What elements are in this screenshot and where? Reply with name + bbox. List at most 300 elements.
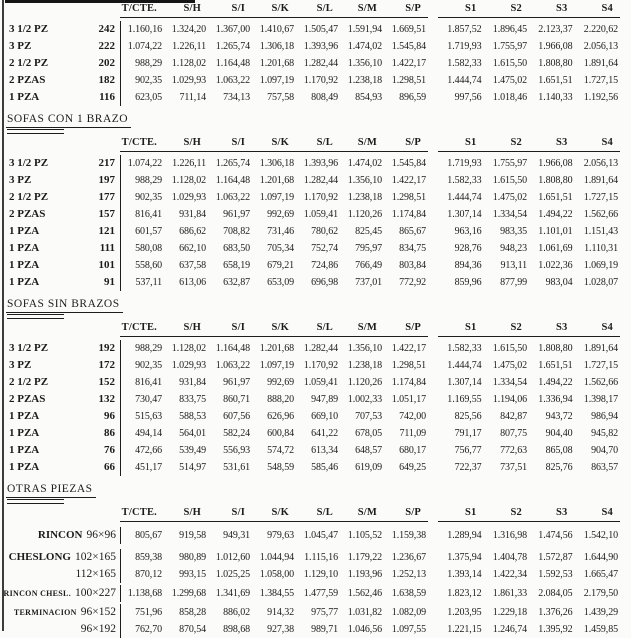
- price-cell: 1.562,66: [583, 209, 618, 220]
- price-cell: 649,25: [399, 462, 426, 473]
- price-cell: 1.298,51: [391, 192, 426, 203]
- price-cell: 1.105,52: [347, 530, 382, 541]
- price-cell: 859,38: [135, 552, 162, 563]
- price-cell: 1.422,17: [391, 343, 426, 354]
- row-values: [120, 604, 626, 621]
- row-label-area: [6, 425, 120, 442]
- price-cell: 1.823,12: [447, 588, 482, 599]
- row-label-area: [6, 38, 120, 55]
- row-label-area: [3, 585, 120, 602]
- row-code: 111: [99, 242, 115, 254]
- price-cell: 1.896,45: [492, 24, 527, 35]
- row-label: 3 1/2 PZ: [9, 23, 49, 35]
- table-row: [6, 155, 628, 172]
- price-cell: 1.755,97: [492, 158, 527, 169]
- row-label-area: [6, 459, 120, 476]
- price-cell: 931,84: [179, 209, 206, 220]
- price-cell: 928,76: [454, 243, 482, 254]
- column-header-s-h: S/H: [183, 137, 201, 148]
- price-cell: 1.028,07: [583, 277, 618, 288]
- table-row: [6, 206, 628, 223]
- values-group-gap: [429, 240, 439, 257]
- row-code: 222: [98, 40, 115, 52]
- price-cell: 1.475,02: [492, 192, 527, 203]
- column-header-s4: S4: [601, 3, 613, 14]
- price-cell: 680,17: [399, 445, 426, 456]
- page-left-border: [2, 0, 4, 631]
- price-cell: 1.031,82: [347, 607, 382, 618]
- price-cell: 1.638,59: [391, 588, 426, 599]
- price-cell: 1.298,51: [391, 360, 426, 371]
- section-double-rule: [7, 314, 64, 319]
- table-row: [6, 340, 628, 357]
- price-cell: 1.002,33: [347, 394, 382, 405]
- column-header-s-k: S/K: [271, 3, 289, 14]
- row-code: 217: [98, 157, 115, 169]
- row-code: 66: [104, 461, 115, 473]
- price-cell: 859,96: [454, 277, 482, 288]
- row-code: 177: [98, 191, 115, 203]
- price-cell: 2.179,50: [583, 588, 618, 599]
- table-row: [6, 223, 628, 240]
- price-cell: 531,61: [223, 462, 250, 473]
- price-cell: 1.265,74: [215, 41, 250, 52]
- values-group-gap: [429, 38, 439, 55]
- price-cell: 1.298,51: [391, 75, 426, 86]
- column-header-s4: S4: [601, 322, 613, 333]
- price-cell: 637,58: [179, 260, 206, 271]
- price-cell: 1.395,92: [538, 624, 573, 635]
- price-cell: 1.194,06: [492, 394, 527, 405]
- price-cell: 1.376,26: [538, 607, 573, 618]
- price-cell: 1.669,51: [391, 24, 426, 35]
- price-cell: 1.140,33: [538, 92, 573, 103]
- price-cell: 1.128,02: [171, 58, 206, 69]
- price-cell: 1.097,19: [259, 192, 294, 203]
- values-group-gap: [429, 408, 439, 425]
- row-code: 157: [98, 208, 115, 220]
- price-cell: 1.755,97: [492, 41, 527, 52]
- row-size: 96×96: [86, 529, 116, 541]
- column-header-s-m: S/M: [357, 3, 377, 14]
- price-cell: 1.045,47: [303, 530, 338, 541]
- column-header-s-k: S/K: [271, 137, 289, 148]
- row-code: 121: [98, 225, 115, 237]
- column-header-s-l: S/L: [316, 137, 333, 148]
- price-cell: 1.164,48: [215, 343, 250, 354]
- price-cell: 834,75: [399, 243, 426, 254]
- price-cell: 1.238,18: [347, 75, 382, 86]
- row-label: 1 PZA: [9, 276, 40, 288]
- price-cell: 1.375,94: [447, 552, 482, 563]
- price-cell: 860,71: [223, 394, 250, 405]
- price-cell: 904,70: [591, 445, 618, 456]
- price-cell: 1.494,22: [538, 209, 573, 220]
- row-code: 132: [98, 393, 115, 405]
- row-values: [120, 549, 626, 566]
- price-cell: 1.966,08: [538, 158, 573, 169]
- price-cell: 1.307,14: [447, 377, 482, 388]
- price-cell: 1.082,09: [391, 607, 426, 618]
- price-cell: 1.572,87: [538, 552, 573, 563]
- row-size: 102×165: [75, 551, 116, 563]
- section-title-wrap: [6, 109, 628, 134]
- row-code: 101: [98, 259, 115, 271]
- price-cell: 913,11: [500, 260, 527, 271]
- price-cell: 1.808,80: [538, 343, 573, 354]
- price-cell: 662,10: [179, 243, 206, 254]
- price-cell: 1.029,93: [171, 360, 206, 371]
- price-cell: 888,20: [267, 394, 294, 405]
- header-group-sizes: [120, 2, 428, 18]
- price-cell: 1.891,64: [583, 175, 618, 186]
- price-cell: 833,75: [179, 394, 206, 405]
- row-label: TERMINACION: [13, 608, 77, 617]
- header-group-s: [438, 321, 620, 337]
- values-group-gap: [429, 274, 439, 291]
- row-size: 96×192: [80, 623, 116, 635]
- price-cell: 961,97: [223, 377, 250, 388]
- section-top: [6, 2, 628, 106]
- price-cell: 1.422,17: [391, 175, 426, 186]
- row-label-area: [6, 566, 120, 583]
- table-row: [6, 408, 628, 425]
- price-cell: 795,97: [355, 243, 382, 254]
- price-cell: 1.193,96: [347, 569, 382, 580]
- price-cell: 737,01: [355, 277, 382, 288]
- row-label: 2 PZAS: [9, 208, 46, 220]
- row-label: 2 PZAS: [9, 393, 46, 405]
- price-cell: 902,35: [135, 75, 162, 86]
- row-code: 86: [104, 427, 115, 439]
- price-cell: 731,46: [267, 226, 294, 237]
- column-header-t-cte: T/CTE.: [121, 507, 157, 518]
- price-cell: 902,35: [135, 192, 162, 203]
- column-header-t-cte: T/CTE.: [121, 137, 157, 148]
- values-group-gap: [429, 442, 439, 459]
- row-label: 1 PZA: [9, 461, 40, 473]
- table-row: [6, 274, 628, 291]
- price-cell: 791,17: [454, 428, 482, 439]
- price-cell: 1.236,67: [391, 552, 426, 563]
- row-code: 242: [98, 23, 115, 35]
- price-cell: 1.562,66: [583, 377, 618, 388]
- price-cell: 1.059,41: [303, 377, 338, 388]
- price-cell: 983,04: [545, 277, 573, 288]
- price-cell: 734,13: [223, 92, 250, 103]
- price-cell: 607,56: [223, 411, 250, 422]
- column-header-t-cte: T/CTE.: [121, 322, 157, 333]
- price-cell: 863,57: [591, 462, 618, 473]
- row-values: [120, 274, 626, 291]
- row-label: 3 PZ: [9, 359, 32, 371]
- price-cell: 1.857,52: [447, 24, 482, 35]
- price-cell: 803,84: [399, 260, 426, 271]
- price-cell: 1.475,02: [492, 75, 527, 86]
- price-cell: 1.059,41: [303, 209, 338, 220]
- price-cell: 1.356,10: [347, 343, 382, 354]
- row-values: [120, 206, 626, 223]
- values-group-gap: [429, 621, 439, 638]
- price-cell: 1.074,22: [127, 41, 162, 52]
- price-cell: 983,35: [500, 226, 527, 237]
- price-cell: 1.201,68: [259, 175, 294, 186]
- price-cell: 1.306,18: [259, 41, 294, 52]
- price-cell: 1.336,94: [538, 394, 573, 405]
- price-cell: 756,77: [454, 445, 482, 456]
- section-title: SOFAS CON 1 BRAZO: [6, 112, 131, 128]
- table-row: [6, 21, 628, 38]
- values-group-gap: [429, 374, 439, 391]
- price-cell: 979,63: [267, 530, 294, 541]
- price-cell: 1.477,59: [303, 588, 338, 599]
- price-cell: 574,72: [267, 445, 294, 456]
- price-cell: 1.474,02: [347, 158, 382, 169]
- price-cell: 724,86: [311, 260, 338, 271]
- column-header-s2: S2: [510, 137, 522, 148]
- column-header-s3: S3: [556, 137, 568, 148]
- price-cell: 2.123,37: [538, 24, 573, 35]
- values-group-gap: [429, 566, 439, 583]
- price-cell: 1.160,16: [127, 24, 162, 35]
- row-values: [120, 527, 626, 544]
- price-cell: 1.384,55: [259, 588, 294, 599]
- column-header-s-l: S/L: [316, 507, 333, 518]
- price-cell: 653,09: [267, 277, 294, 288]
- column-header-s-k: S/K: [271, 507, 289, 518]
- section-double-rule: [7, 129, 64, 134]
- price-cell: 1.289,94: [447, 530, 482, 541]
- section-title: SOFAS SIN BRAZOS: [6, 297, 123, 313]
- price-cell: 1.356,10: [347, 175, 382, 186]
- table-row: [6, 527, 628, 544]
- price-cell: 1.545,84: [391, 41, 426, 52]
- row-label: 3 PZ: [9, 174, 32, 186]
- values-group-gap: [429, 459, 439, 476]
- price-cell: 1.422,34: [492, 569, 527, 580]
- row-label-area: [6, 240, 120, 257]
- values-group-gap: [429, 340, 439, 357]
- price-cell: 992,69: [267, 209, 294, 220]
- values-group-gap: [429, 155, 439, 172]
- price-cell: 632,87: [223, 277, 250, 288]
- section-title: OTRAS PIEZAS: [6, 482, 96, 498]
- row-values: [120, 442, 626, 459]
- price-cell: 1.422,17: [391, 58, 426, 69]
- price-cell: 537,11: [135, 277, 162, 288]
- price-cell: 1.097,19: [259, 360, 294, 371]
- price-cell: 1.201,68: [259, 343, 294, 354]
- table-row: [6, 459, 628, 476]
- column-header-s-p: S/P: [405, 137, 421, 148]
- table-row: [6, 240, 628, 257]
- row-values: [120, 425, 626, 442]
- price-cell: 1.074,22: [127, 158, 162, 169]
- price-cell: 683,50: [223, 243, 250, 254]
- price-cell: 870,54: [179, 624, 206, 635]
- price-cell: 1.444,74: [447, 360, 482, 371]
- table-row: [3, 585, 628, 602]
- price-cell: 1.174,84: [391, 209, 426, 220]
- price-cell: 548,59: [267, 462, 294, 473]
- price-cell: 766,49: [355, 260, 382, 271]
- row-label: 3 1/2 PZ: [9, 342, 49, 354]
- price-cell: 992,69: [267, 377, 294, 388]
- row-label-area: [6, 549, 120, 566]
- row-label: 1 PZA: [9, 427, 40, 439]
- column-header-row: [6, 2, 628, 18]
- price-cell: 588,53: [179, 411, 206, 422]
- price-cell: 988,29: [135, 58, 162, 69]
- sofa-price-table: [3, 2, 628, 638]
- row-code: 197: [98, 174, 115, 186]
- price-cell: 896,59: [399, 92, 426, 103]
- column-header-s-h: S/H: [183, 322, 201, 333]
- price-cell: 751,96: [135, 607, 162, 618]
- price-cell: 1.226,11: [172, 158, 206, 169]
- column-header-s-l: S/L: [316, 3, 333, 14]
- column-header-s-m: S/M: [357, 507, 377, 518]
- price-cell: 772,92: [399, 277, 426, 288]
- price-cell: 1.891,64: [583, 58, 618, 69]
- price-cell: 1.459,85: [583, 624, 618, 635]
- price-cell: 556,93: [223, 445, 250, 456]
- price-cell: 1.562,46: [347, 588, 382, 599]
- price-cell: 722,37: [454, 462, 482, 473]
- price-cell: 708,82: [223, 226, 250, 237]
- price-cell: 1.282,44: [303, 175, 338, 186]
- price-cell: 1.727,15: [583, 360, 618, 371]
- row-label: 3 1/2 PZ: [9, 157, 49, 169]
- values-group-gap: [429, 206, 439, 223]
- table-row: [6, 89, 628, 106]
- price-cell: 679,21: [267, 260, 294, 271]
- row-values: [120, 459, 626, 476]
- price-cell: 1.046,56: [347, 624, 382, 635]
- price-cell: 1.061,69: [538, 243, 573, 254]
- price-cell: 825,76: [545, 462, 573, 473]
- price-cell: 1.316,98: [492, 530, 527, 541]
- row-label-area: [6, 223, 120, 240]
- price-cell: 1.169,55: [447, 394, 482, 405]
- price-cell: 1.334,54: [492, 377, 527, 388]
- price-cell: 1.808,80: [538, 175, 573, 186]
- price-cell: 1.229,18: [492, 607, 527, 618]
- column-header-s-i: S/I: [231, 3, 245, 14]
- row-label: 1 PZA: [9, 91, 40, 103]
- price-cell: 1.651,51: [538, 192, 573, 203]
- price-cell: 816,41: [135, 377, 162, 388]
- price-cell: 854,93: [355, 92, 382, 103]
- row-label: 2 1/2 PZ: [9, 191, 49, 203]
- price-cell: 1.174,84: [391, 377, 426, 388]
- price-cell: 582,24: [223, 428, 250, 439]
- price-cell: 1.727,15: [583, 192, 618, 203]
- price-cell: 993,15: [179, 569, 206, 580]
- price-cell: 1.022,36: [538, 260, 573, 271]
- price-cell: 1.018,46: [492, 92, 527, 103]
- price-cell: 1.115,16: [304, 552, 338, 563]
- price-cell: 1.651,51: [538, 75, 573, 86]
- price-cell: 1.393,96: [303, 41, 338, 52]
- row-code: 192: [98, 342, 115, 354]
- values-group-gap: [429, 55, 439, 72]
- price-cell: 1.582,33: [447, 58, 482, 69]
- price-cell: 1.221,15: [447, 624, 482, 635]
- column-header-s3: S3: [556, 3, 568, 14]
- row-label: RINCON: [37, 529, 83, 541]
- price-cell: 807,75: [500, 428, 527, 439]
- table-row: [6, 549, 628, 566]
- row-label: 3 PZ: [9, 40, 32, 52]
- price-cell: 539,49: [179, 445, 206, 456]
- row-label: 1 PZA: [9, 242, 40, 254]
- price-cell: 842,87: [500, 411, 527, 422]
- row-label: 1 PZA: [9, 410, 40, 422]
- price-cell: 1.410,67: [259, 24, 294, 35]
- table-row: [6, 604, 628, 621]
- row-values: [120, 374, 626, 391]
- price-cell: 816,41: [135, 209, 162, 220]
- column-header-s-m: S/M: [357, 322, 377, 333]
- price-cell: 711,14: [179, 92, 206, 103]
- section-double-rule: [7, 499, 64, 504]
- column-header-t-cte: T/CTE.: [121, 3, 157, 14]
- price-cell: 1.063,22: [215, 75, 250, 86]
- row-code: 182: [98, 74, 115, 86]
- row-label-area: [6, 206, 120, 223]
- table-row: [6, 621, 628, 638]
- price-cell: 1.226,11: [172, 41, 206, 52]
- section-sofas-con-1-brazo: [6, 109, 628, 291]
- price-cell: 949,31: [223, 530, 250, 541]
- price-cell: 980,89: [179, 552, 206, 563]
- price-cell: 585,46: [311, 462, 338, 473]
- section-title-wrap: [6, 479, 628, 504]
- values-group-gap: [429, 357, 439, 374]
- price-cell: 705,34: [267, 243, 294, 254]
- table-row: [6, 72, 628, 89]
- row-code: 76: [104, 444, 115, 456]
- table-row: [6, 391, 628, 408]
- header-group-s: [438, 136, 620, 152]
- values-group-gap: [429, 549, 439, 566]
- price-cell: 1.404,78: [492, 552, 527, 563]
- price-cell: 1.966,08: [538, 41, 573, 52]
- row-values: [120, 155, 626, 172]
- price-cell: 1.252,13: [391, 569, 426, 580]
- price-cell: 1.861,33: [492, 588, 527, 599]
- price-cell: 730,47: [135, 394, 162, 405]
- column-header-s1: S1: [465, 3, 477, 14]
- price-cell: 877,99: [500, 277, 527, 288]
- price-cell: 1.615,50: [492, 58, 527, 69]
- column-header-s-i: S/I: [231, 507, 245, 518]
- price-cell: 1.398,17: [583, 394, 618, 405]
- price-cell: 558,60: [135, 260, 162, 271]
- column-header-s-i: S/I: [231, 137, 245, 148]
- price-cell: 1.808,80: [538, 58, 573, 69]
- table-row: [6, 566, 628, 583]
- price-cell: 870,12: [135, 569, 162, 580]
- column-header-s1: S1: [465, 322, 477, 333]
- price-cell: 1.097,55: [391, 624, 426, 635]
- price-cell: 1.356,10: [347, 58, 382, 69]
- price-cell: 772,63: [500, 445, 527, 456]
- price-cell: 902,35: [135, 360, 162, 371]
- price-cell: 808,49: [311, 92, 338, 103]
- row-code: 172: [98, 359, 115, 371]
